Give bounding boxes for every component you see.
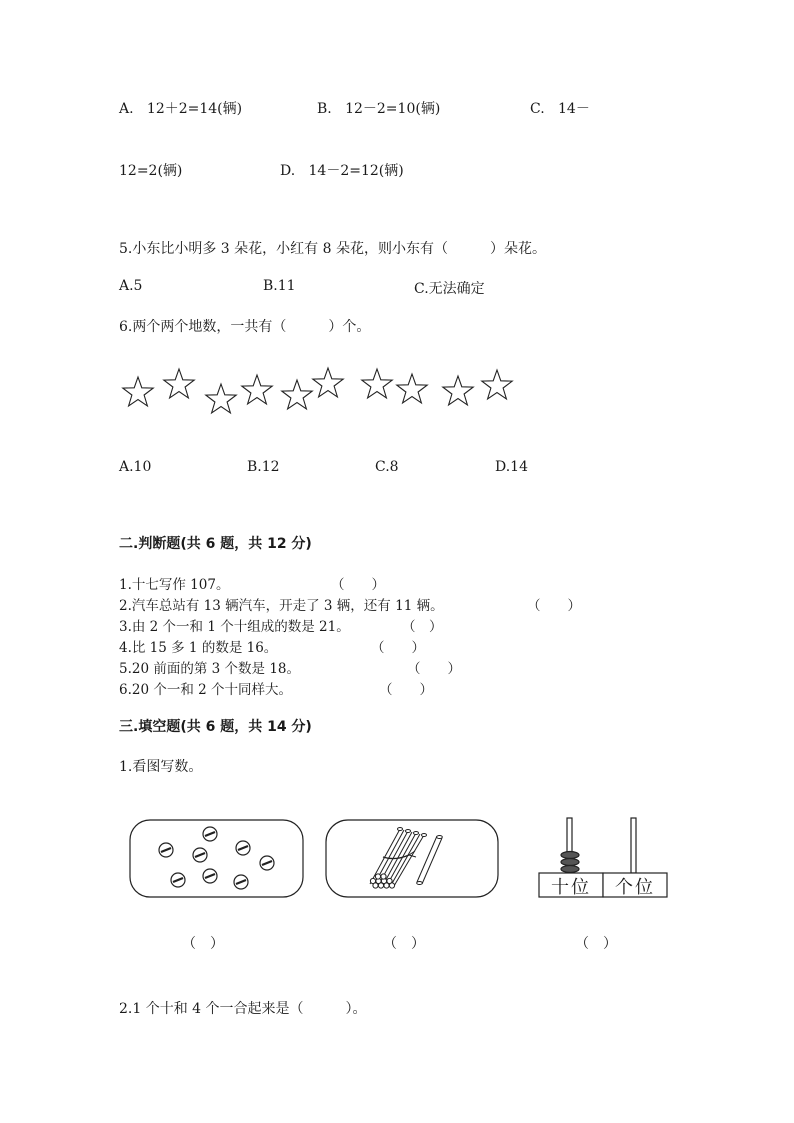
star-icon — [482, 370, 512, 399]
judge-bracket-1: （ ） — [331, 577, 385, 593]
sticks-bundle-figure — [325, 819, 501, 899]
judge-bracket-4: （ ） — [371, 640, 425, 656]
section-3-title: 三.填空题(共 6 题，共 14 分) — [119, 719, 312, 735]
q5-option-a: A.5 — [119, 278, 143, 294]
judge-bracket-6: （ ） — [379, 682, 433, 698]
q4-option-c: C. 14－ — [530, 101, 590, 117]
star-icon — [164, 369, 194, 398]
fill-q1-text: 1.看图写数。 — [119, 759, 203, 775]
q6-text: 6.两个两个地数，一共有（ ）个。 — [119, 319, 371, 335]
section-2-title: 二.判断题(共 6 题，共 12 分) — [119, 536, 312, 552]
q5-option-c: C.无法确定 — [414, 281, 485, 297]
stars-figure — [110, 360, 530, 420]
star-icon — [123, 377, 153, 406]
star-icon — [206, 384, 236, 413]
q6-option-a: A.10 — [119, 459, 152, 475]
answer-blank-2[interactable]: （ ） — [383, 936, 425, 952]
star-icon — [282, 380, 312, 409]
q5-text: 5.小东比小明多 3 朵花，小红有 8 朵花，则小东有（ ）朵花。 — [119, 241, 546, 257]
counters-figure — [129, 819, 305, 899]
q4-option-a: A. 12＋2=14(辆) — [119, 101, 243, 117]
star-icon — [242, 375, 272, 404]
judge-bracket-5: （ ） — [407, 661, 461, 677]
judge-bracket-3: （ ） — [402, 619, 443, 635]
tens-place-label: 十位 — [551, 877, 591, 898]
judge-item-6: 6.20 个一和 2 个十同样大。 — [119, 682, 293, 698]
star-icon — [443, 376, 473, 405]
q4-option-b: B. 12－2=10(辆) — [317, 101, 441, 117]
answer-blank-3[interactable]: （ ） — [575, 936, 617, 952]
ones-place-label: 个位 — [615, 877, 655, 898]
q5-option-b: B.11 — [263, 278, 296, 294]
star-icon — [397, 374, 427, 403]
judge-item-2: 2.汽车总站有 13 辆汽车，开走了 3 辆，还有 11 辆。 — [119, 598, 444, 614]
judge-bracket-2: （ ） — [527, 598, 581, 614]
q4-option-c-continued: 12=2(辆) — [119, 163, 183, 179]
fill-q2-text: 2.1 个十和 4 个一合起来是（ ）。 — [119, 1001, 367, 1017]
judge-item-5: 5.20 前面的第 3 个数是 18。 — [119, 661, 300, 677]
q6-option-b: B.12 — [247, 459, 280, 475]
star-icon — [362, 369, 392, 398]
answer-blank-1[interactable]: （ ） — [182, 936, 224, 952]
q6-option-d: D.14 — [495, 459, 528, 475]
judge-item-4: 4.比 15 多 1 的数是 16。 — [119, 640, 278, 656]
judge-item-1: 1.十七写作 107。 — [119, 577, 230, 593]
q4-option-d: D. 14－2=12(辆) — [280, 163, 404, 179]
judge-item-3: 3.由 2 个一和 1 个十组成的数是 21。 — [119, 619, 350, 635]
q6-option-c: C.8 — [375, 459, 399, 475]
star-icon — [313, 368, 343, 397]
